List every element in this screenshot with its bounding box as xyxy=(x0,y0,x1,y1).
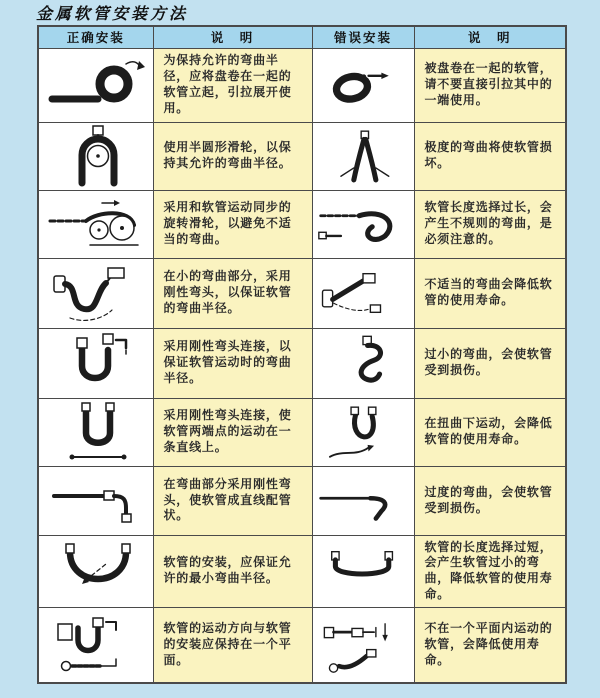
correct-text: 使用半圆形滑轮，以保持其允许的弯曲半径。 xyxy=(153,122,312,190)
coiled-hose-pulled-end-icon xyxy=(317,54,409,116)
twisted-u-hose-icon xyxy=(317,401,409,463)
semicircular-pulley-hose-icon xyxy=(46,125,146,187)
too-small-bend-hose-icon xyxy=(317,332,409,394)
wrong-text: 在扭曲下运动，会降低软管的使用寿命。 xyxy=(414,398,566,466)
correct-image-cell xyxy=(38,466,153,535)
correct-image-cell xyxy=(38,328,153,398)
table-row xyxy=(38,466,566,535)
column-header-wrong-note: 说 明 xyxy=(414,26,566,48)
column-header-wrong-install: 错误安装 xyxy=(312,26,414,48)
wrong-text: 过小的弯曲，会使软管受到损伤。 xyxy=(414,328,566,398)
coiled-hose-upright-icon xyxy=(46,54,146,116)
correct-text: 为保持允许的弯曲半径，应将盘卷在一起的软管立起，引拉展开使用。 xyxy=(153,48,312,122)
wrong-text: 软管长度选择过长，会产生不规则的弯曲，是必须注意的。 xyxy=(414,190,566,258)
improper-bend-hose-icon xyxy=(317,262,409,324)
out-of-plane-motion-icon xyxy=(317,614,409,676)
correct-image-cell xyxy=(38,535,153,607)
table-row xyxy=(38,328,566,398)
correct-image-cell xyxy=(38,122,153,190)
correct-text: 采用和软管运动同步的旋转滑轮，以避免不适当的弯曲。 xyxy=(153,190,312,258)
correct-image-cell xyxy=(38,398,153,466)
correct-text: 软管的安装，应保证允许的最小弯曲半径。 xyxy=(153,535,312,607)
column-header-correct-note: 说 明 xyxy=(153,26,312,48)
straight-pipe-rigid-elbow-icon xyxy=(46,470,146,532)
wrong-image-cell xyxy=(312,190,414,258)
table-row xyxy=(38,122,566,190)
rigid-elbow-straight-line-motion-icon xyxy=(46,401,146,463)
overlong-hose-irregular-bend-icon xyxy=(317,193,409,255)
rigid-elbow-small-bend-icon xyxy=(46,262,146,324)
correct-text: 软管的运动方向与软管的安装应保持在一个平面。 xyxy=(153,607,312,683)
correct-text: 采用刚性弯头连接，以保证软管运动时的弯曲半径。 xyxy=(153,328,312,398)
wrong-image-cell xyxy=(312,328,414,398)
wrong-image-cell xyxy=(312,466,414,535)
page-title: 金属软管安装方法 xyxy=(36,4,189,23)
table-row xyxy=(38,48,566,122)
table-row xyxy=(38,258,566,328)
header-row xyxy=(38,26,566,48)
wrong-text: 极度的弯曲将使软管损坏。 xyxy=(414,122,566,190)
wrong-image-cell xyxy=(312,48,414,122)
table-row xyxy=(38,535,566,607)
correct-text: 采用刚性弯头连接，使软管两端点的运动在一条直线上。 xyxy=(153,398,312,466)
minimum-bend-radius-u-icon xyxy=(46,540,146,602)
wrong-text: 不在一个平面内运动的软管，会降低使用寿命。 xyxy=(414,607,566,683)
wrong-text: 软管的长度选择过短，会产生软管过小的弯曲，降低软管的使用寿命。 xyxy=(414,535,566,607)
column-header-correct-install: 正确安装 xyxy=(38,26,153,48)
too-short-hose-icon xyxy=(317,540,409,602)
table-row xyxy=(38,607,566,683)
wrong-text: 过度的弯曲，会使软管受到损伤。 xyxy=(414,466,566,535)
wrong-image-cell xyxy=(312,535,414,607)
rigid-elbow-u-hose-icon xyxy=(46,332,146,394)
extreme-bend-hose-icon xyxy=(317,125,409,187)
correct-image-cell xyxy=(38,190,153,258)
synchronized-rotating-pulleys-icon xyxy=(46,193,146,255)
correct-image-cell xyxy=(38,258,153,328)
wrong-image-cell xyxy=(312,398,414,466)
wrong-image-cell xyxy=(312,122,414,190)
wrong-image-cell xyxy=(312,258,414,328)
table-row xyxy=(38,398,566,466)
correct-image-cell xyxy=(38,607,153,683)
installation-table xyxy=(37,25,567,684)
excessive-end-bend-icon xyxy=(317,470,409,532)
same-plane-motion-icon xyxy=(46,614,146,676)
wrong-text: 被盘卷在一起的软管，请不要直接引拉其中的一端使用。 xyxy=(414,48,566,122)
wrong-image-cell xyxy=(312,607,414,683)
table-row xyxy=(38,190,566,258)
correct-text: 在弯曲部分采用刚性弯头，使软管成直线配管状。 xyxy=(153,466,312,535)
wrong-text: 不适当的弯曲会降低软管的使用寿命。 xyxy=(414,258,566,328)
correct-image-cell xyxy=(38,48,153,122)
correct-text: 在小的弯曲部分，采用刚性弯头，以保证软管的弯曲半径。 xyxy=(153,258,312,328)
